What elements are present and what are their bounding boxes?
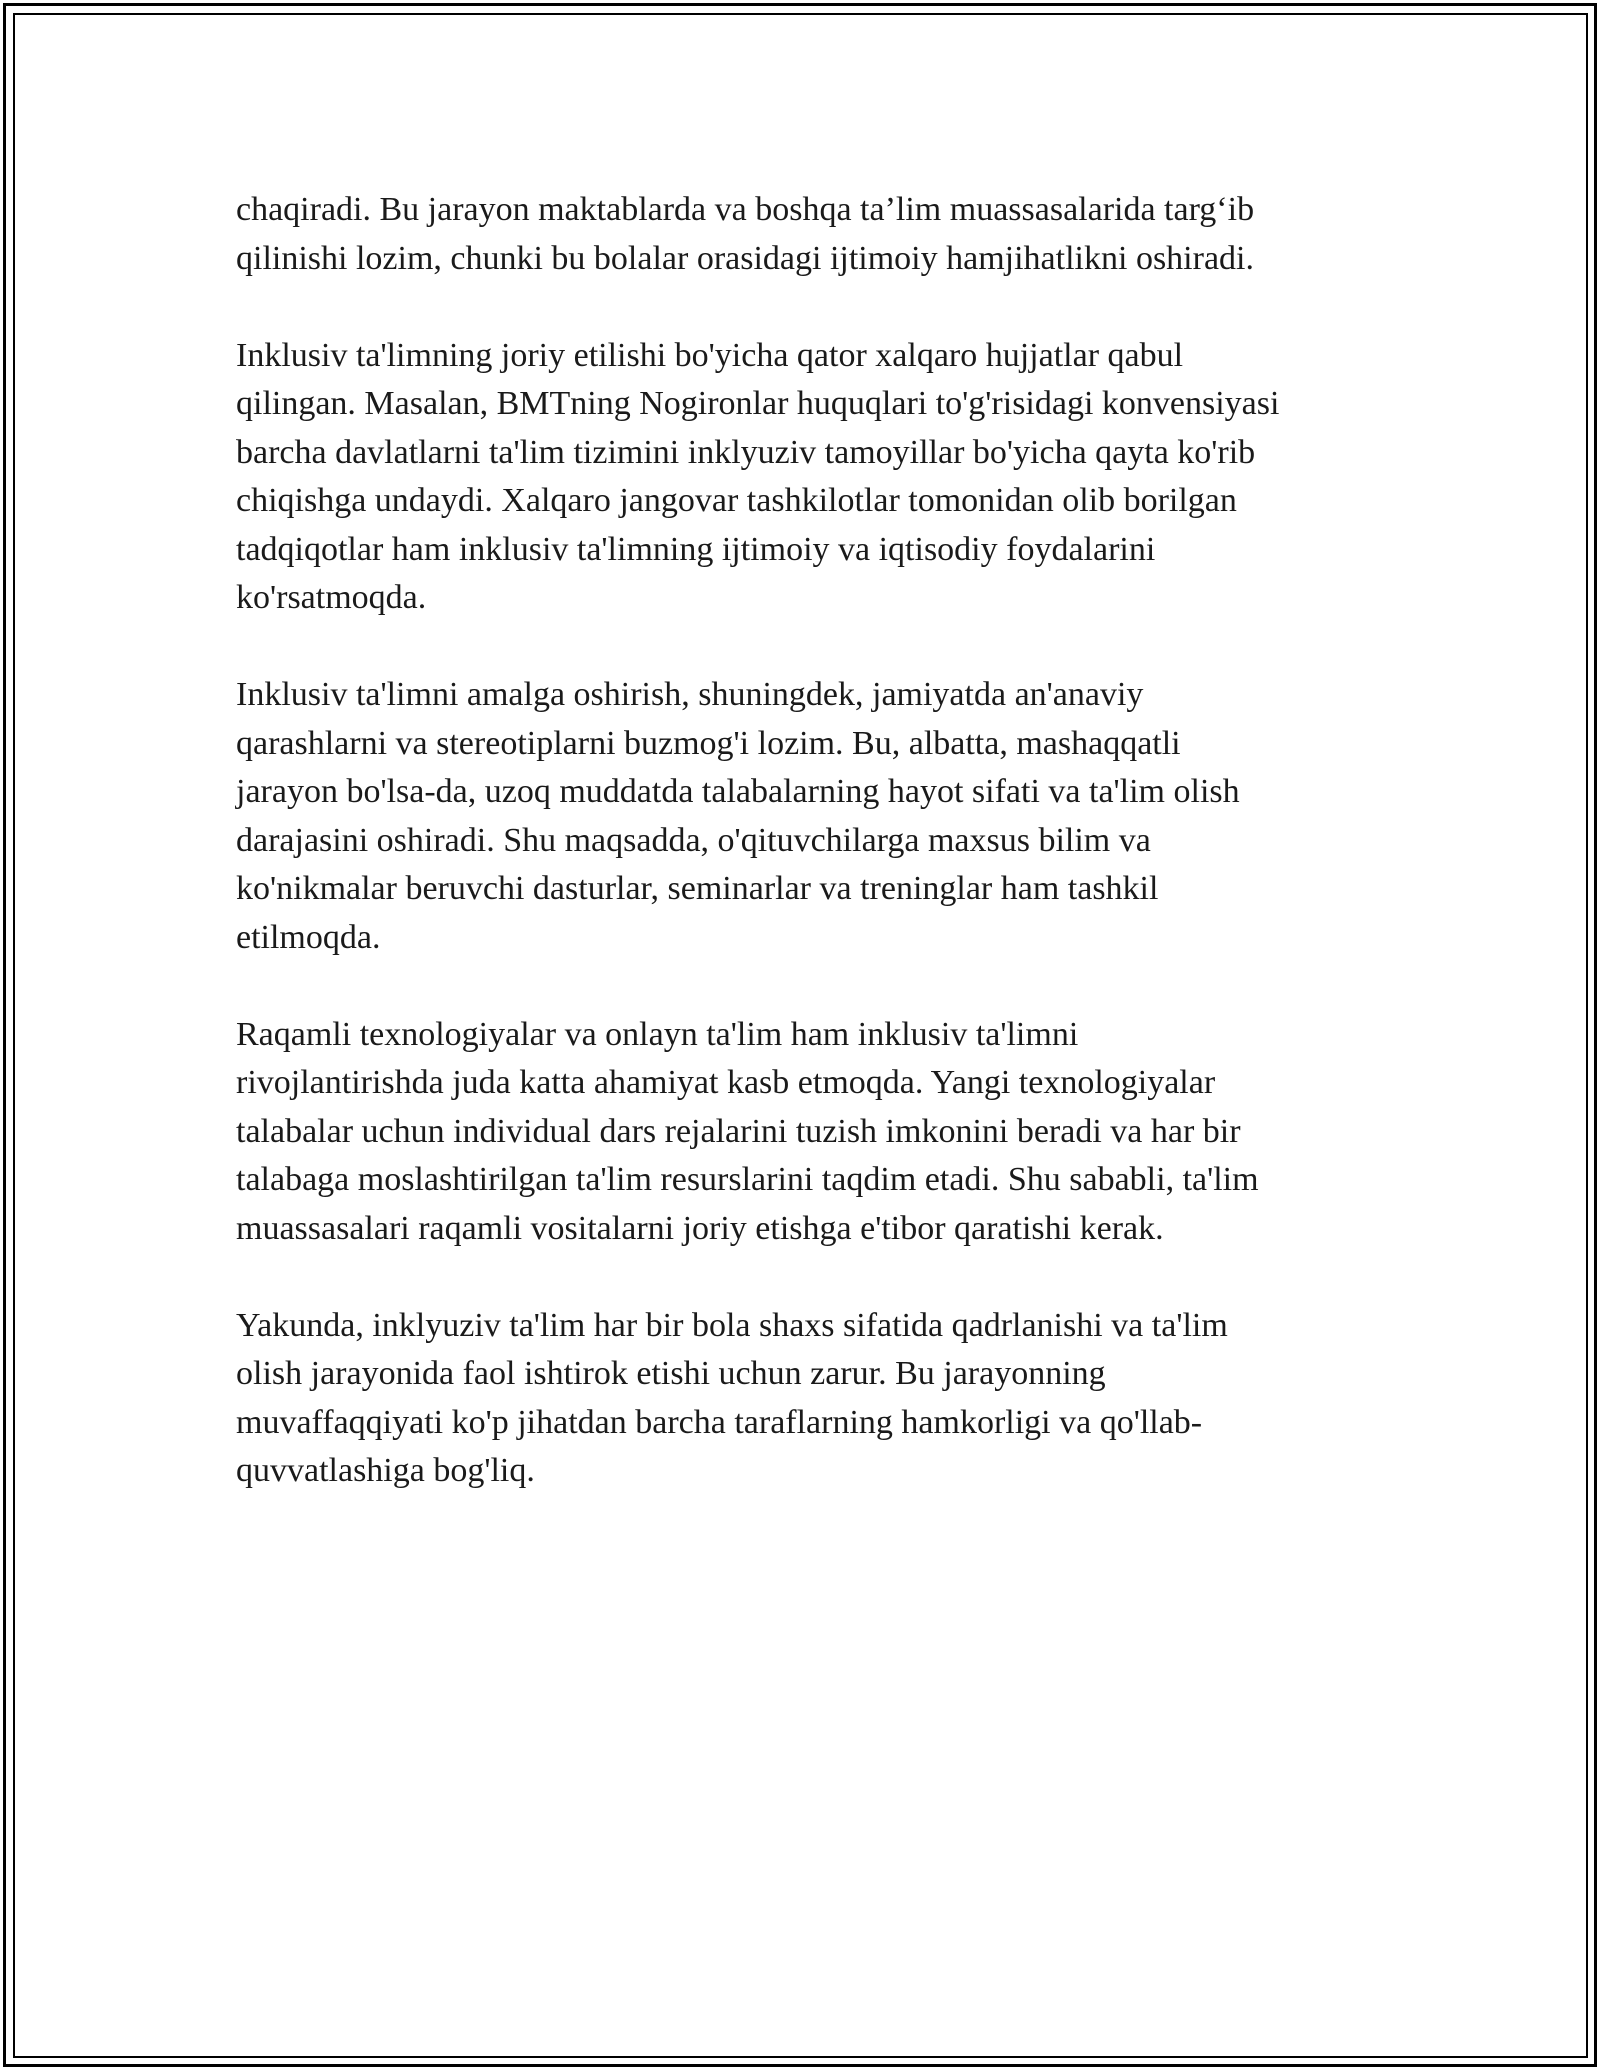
text-line: barcha davlatlarni ta'lim tizimini inklyuziv tamoyillar bo'yicha qayta ko'rib — [236, 433, 1256, 471]
paragraph-1 — [236, 186, 1376, 283]
text-line: muvaffaqqiyati ko'p jihatdan barcha taraflarning hamkorligi va qo'llab- — [236, 1403, 1203, 1441]
text-line: darajasini oshiradi. Shu maqsadda, o'qituvchilarga maxsus bilim va — [236, 821, 1151, 859]
text-line: qarashlarni va stereotiplarni buzmog'i lozim. Bu, albatta, mashaqqatli — [236, 724, 1181, 762]
text-line: etilmoqda. — [236, 918, 381, 956]
text-line: Inklusiv ta'limning joriy etilishi bo'yicha qator xalqaro hujjatlar qabul — [236, 336, 1184, 374]
text-line: Yakunda, inklyuziv ta'lim har bir bola shaxs sifatida qadrlanishi va ta'lim — [236, 1306, 1228, 1344]
text-line: qilinishi lozim, chunki bu bolalar orasidagi ijtimoiy hamjihatlikni oshiradi. — [236, 239, 1254, 277]
text-line: talabalar uchun individual dars rejalarini tuzish imkonini beradi va har bir — [236, 1112, 1241, 1150]
text-line: ko'nikmalar beruvchi dasturlar, seminarlar va treninglar ham tashkil — [236, 870, 1159, 907]
paragraph-3 — [236, 671, 1376, 962]
text-line: chiqishga undaydi. Xalqaro jangovar tashkilotlar tomonidan olib borilgan — [236, 482, 1237, 519]
text-line: qilingan. Masalan, BMTning Nogironlar huquqlari to'g'risidagi konvensiyasi — [236, 385, 1280, 422]
text-line: talabaga moslashtirilgan ta'lim resurslarini taqdim etadi. Shu sababli, ta'lim — [236, 1161, 1259, 1198]
text-line: chaqiradi. Bu jarayon maktablarda va boshqa ta’lim muassasalarida targ‘ib — [236, 191, 1255, 228]
text-line: muassasalari raqamli vositalarni joriy etishga e'tibor qaratishi kerak. — [236, 1209, 1164, 1247]
document-body — [236, 186, 1376, 1544]
text-line: ko'rsatmoqda. — [236, 579, 427, 616]
paragraph-4 — [236, 1011, 1376, 1254]
text-line: jarayon bo'lsa-da, uzoq muddatda talabalarning hayot sifati va ta'lim olish — [236, 773, 1240, 810]
text-line: Raqamli texnologiyalar va onlayn ta'lim ham inklusiv ta'limni — [236, 1015, 1079, 1053]
text-line: tadqiqotlar ham inklusiv ta'limning ijtimoiy va iqtisodiy foydalarini — [236, 530, 1156, 568]
text-line: olish jarayonida faol ishtirok etishi uchun zarur. Bu jarayonning — [236, 1355, 1106, 1392]
paragraph-5 — [236, 1302, 1376, 1496]
text-line: Inklusiv ta'limni amalga oshirish, shuningdek, jamiyatda an'anaviy — [236, 676, 1144, 713]
text-line: quvvatlashiga bog'liq. — [236, 1452, 535, 1489]
paragraph-2 — [236, 332, 1376, 623]
text-line: rivojlantirishda juda katta ahamiyat kasb etmoqda. Yangi texnologiyalar — [236, 1064, 1216, 1101]
